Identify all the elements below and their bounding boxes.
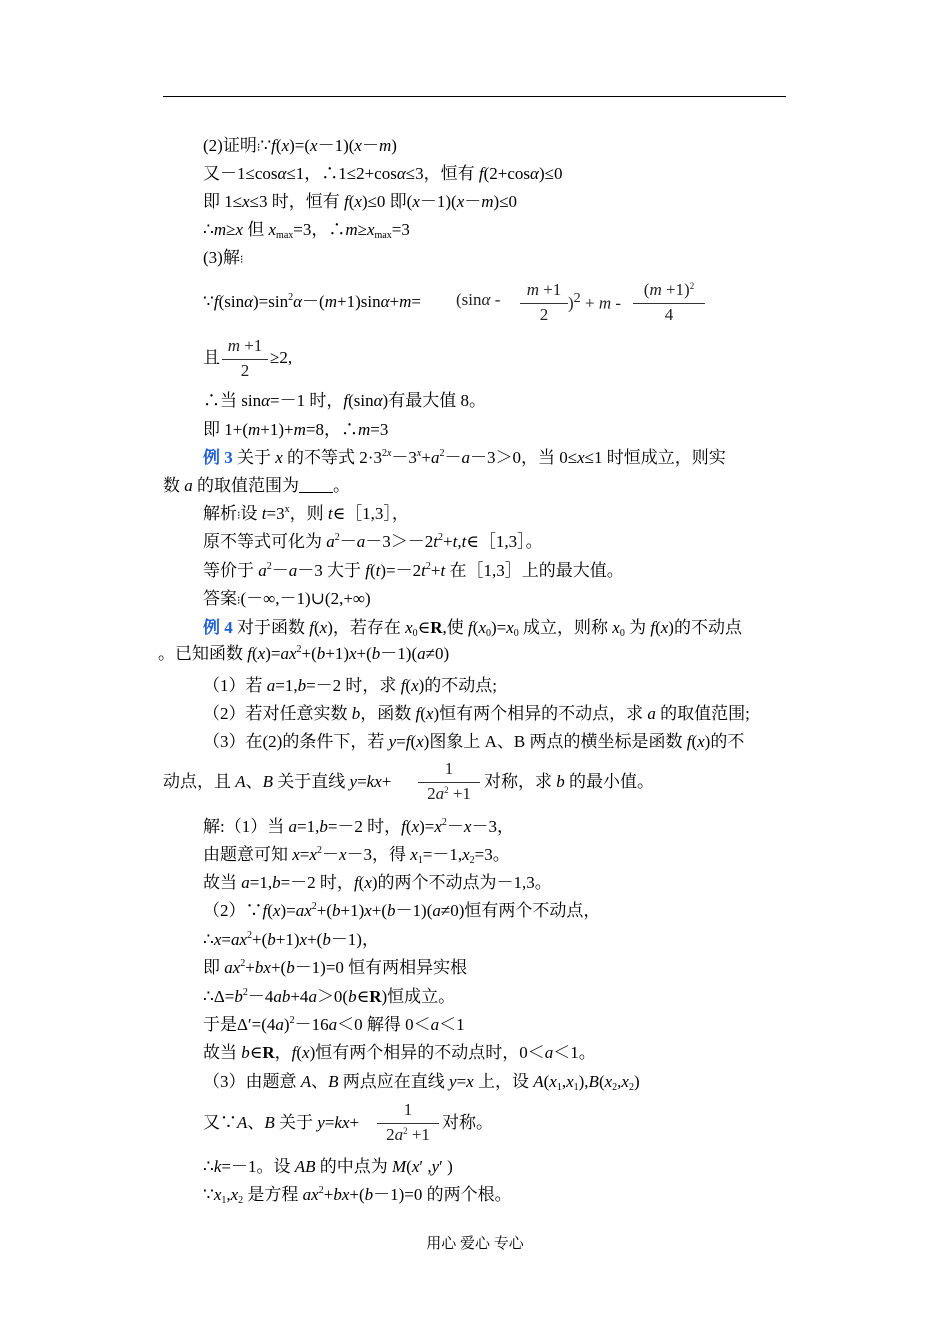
- text-line: $\because x_1,x_2$ 是方程 $ax^2+bx+(b-1)=0$ 的两个根。: [203, 1185, 512, 1206]
- text-line: ∴m≥x 但 $x_{max}=3$，$\therefore m\ge x_{max}=3$: [203, 220, 410, 241]
- text-line: 。已知函数 $f(x)=ax^2+(b+1)x+(b-1)(a\ne 0)$: [158, 644, 450, 663]
- text-line: 对称。: [442, 1113, 493, 1132]
- text-line: 等价于 $a^2-a-3$ 大于 $f(t)=-2t^2+t$ 在［1,3］上的最大值。: [203, 561, 624, 580]
- text-line: 故当 b∈R，f(x)恒有两个相异的不动点时，0＜a＜1。: [203, 1043, 596, 1062]
- text-line: $\therefore\Delta=b^2-4ab+4a>0(b\in R)$恒成立。: [203, 987, 456, 1006]
- text-line: 例 4 对于函数 f(x)，若存在 $x_0\in R$,使 $f(x_0)=x_0$ 成立，则称 $x_0$ 为 f(x)的不动点: [203, 618, 742, 639]
- text-line: 即 1≤x≤3 时，恒有 f(x)≤0 即(x－1)(x－m)≤0: [203, 192, 518, 211]
- text-line: (3)解⁝: [203, 248, 244, 267]
- text-line: $\therefore x=ax^2+(b+1)x+(b-1)$，: [203, 930, 379, 949]
- text-line: （2）若对任意实数 b，函数 f(x)恒有两个相异的不动点，求 a 的取值范围;: [203, 704, 750, 723]
- header-rule: [163, 96, 786, 97]
- expression: )$^2$ + m -: [568, 290, 622, 313]
- text-line: $(2)\because f(x)=ax^2+(b+1)x+(b-1)(a\ne 0)$恒有两个不动点，: [203, 901, 601, 920]
- text-line: 动点，且 A、B 关于直线 y=kx+: [163, 772, 392, 791]
- text-line: 故当 a=1,b=－2 时，f(x)的两个不动点为－1,3。: [203, 873, 552, 892]
- text-line: 解:（1）当 a=1,b=－2 时，$f(x)=x^2-x-3$，: [203, 817, 514, 836]
- text-line: ∴当 sinα=－1 时，f(sinα)有最大值 8。: [203, 391, 486, 410]
- text-line: （3）由题意 A、B 两点应在直线 y=x 上，设 $A(x_1,x_1),B(x_2,x_2)$: [203, 1072, 640, 1093]
- text-line: 即 1+(m+1)+m=8，∴m=3: [203, 420, 389, 439]
- text-line: 原不等式可化为 $a^2-a-3>-2t^2+t,t\in[1,3]$。: [203, 532, 543, 551]
- text-line: 对称，求 b 的最小值。: [484, 772, 654, 791]
- text-line: 即 $ax^2+bx+(b-1)=0$ 恒有两相异实根: [203, 958, 468, 977]
- expression: (sinα -: [456, 290, 501, 309]
- text-line: 例 3 关于 x 的不等式 $2\cdot 3^{2x}-3^x+a^2-a-3>0$，当 0≤x≤1 时恒成立，则实: [203, 448, 726, 467]
- text-line: （3）在(2)的条件下，若 y=f(x)图象上 A、B 两点的横坐标是函数 f(x)的不: [203, 732, 745, 751]
- text-line: ≥2,: [270, 348, 293, 367]
- text-line: 又∵A、B 关于 y=kx+: [203, 1113, 360, 1132]
- text-line: 于是$\Delta'=(4a)^2-16a<0$ 解得 0＜a＜1: [203, 1015, 465, 1034]
- text-line: 又－1≤cosα≤1，∴1≤2+cosα≤3，恒有 f(2+cosα)≤0: [203, 164, 563, 183]
- text-line: $\because f(\sin\alpha)=\sin^2\alpha-(m+1)\sin\alpha+m=$: [203, 292, 421, 311]
- page-footer: 用心 爱心 专心: [426, 1236, 524, 1252]
- text-line: 且: [203, 348, 220, 367]
- text-line: 数 a 的取值范围为 。: [163, 476, 350, 495]
- text-line: 答案⁝(－∞,－1)∪(2,+∞): [203, 589, 371, 608]
- text-line: (2)证明⁝∵f(x)=(x－1)(x－m): [203, 136, 397, 155]
- text-line: ∴k=－1。设 AB 的中点为 M(x′ ,y′ ): [203, 1157, 453, 1176]
- text-line: 由题意可知 $x=x^2-x-3$，得 $x_1=-1,x_2=3$。: [203, 845, 510, 866]
- text-line: 解析⁝设 $t=3^x$，则 t∈［1,3］，: [203, 504, 409, 523]
- text-line: （1）若 a=1,b=－2 时，求 f(x)的不动点;: [203, 676, 498, 695]
